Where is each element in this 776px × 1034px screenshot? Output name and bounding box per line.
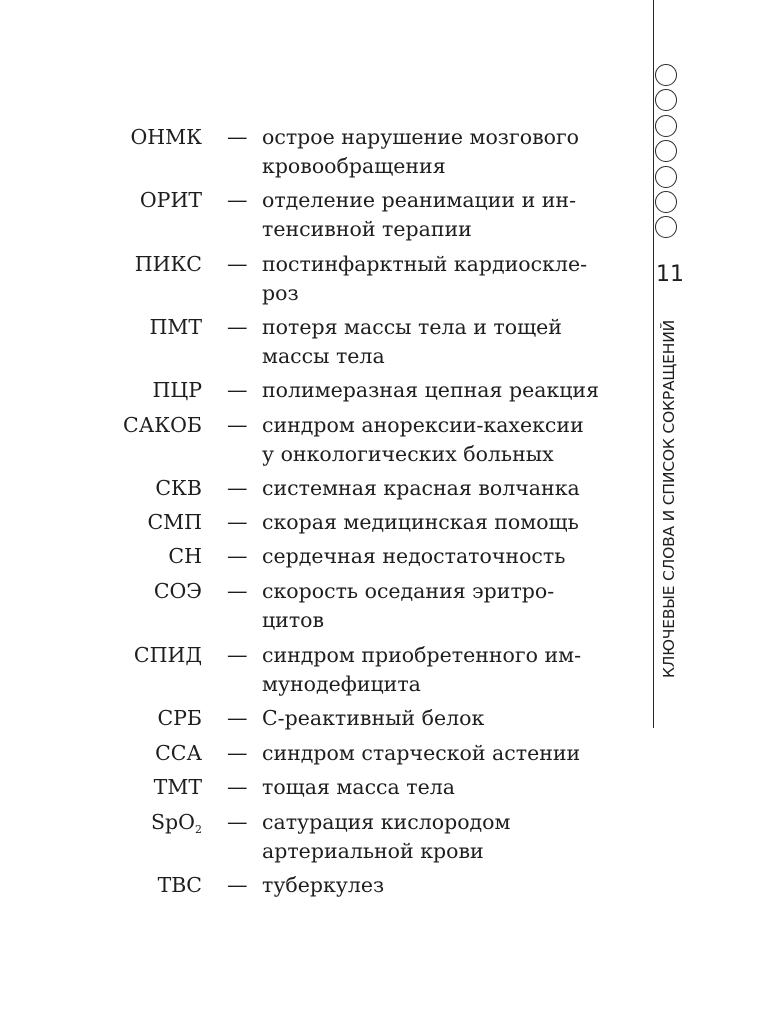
dash: — xyxy=(227,188,248,212)
abbreviation: ОРИТ xyxy=(139,188,202,212)
circle-icon xyxy=(655,115,677,137)
definition-line: синдром анорексии-кахексии xyxy=(262,413,584,437)
abbreviation: ОНМК xyxy=(130,125,202,149)
circle-icon xyxy=(655,140,677,162)
definition-line: тенсивной терапии xyxy=(262,217,472,241)
definition-line: отделение реанимации и ин- xyxy=(262,188,576,212)
abbreviation xyxy=(151,808,202,837)
circle-icon xyxy=(655,166,677,188)
abbreviation: ПМТ xyxy=(149,315,202,339)
abbreviation: ТМТ xyxy=(153,775,202,799)
abbreviation: СН xyxy=(168,544,202,568)
definition-line: кровообращения xyxy=(262,154,446,178)
definition-line: потеря массы тела и тощей xyxy=(262,315,562,339)
definition-line: тощая масса тела xyxy=(262,775,455,799)
abbreviation-base: SpO xyxy=(151,810,195,834)
definition-line: у онкологических больных xyxy=(262,442,554,466)
circle-icon xyxy=(655,191,677,213)
definition xyxy=(262,704,612,733)
definition xyxy=(262,474,612,503)
abbreviation: СМП xyxy=(147,510,202,534)
definition xyxy=(262,186,612,244)
dash: — xyxy=(227,873,248,897)
definition-line: синдром приобретенного им- xyxy=(262,643,582,667)
circle-icon xyxy=(655,64,677,86)
definition-line: туберкулез xyxy=(262,873,385,897)
abbreviation: ССА xyxy=(155,741,202,765)
dash: — xyxy=(227,125,248,149)
definition-line: мунодефицита xyxy=(262,672,421,696)
definition xyxy=(262,313,612,371)
dash: — xyxy=(227,810,248,834)
dash: — xyxy=(227,741,248,765)
definition-line: постинфарктный кардиоскле- xyxy=(262,252,588,276)
definition xyxy=(262,411,612,469)
dash: — xyxy=(227,378,248,402)
definition-line: системная красная волчанка xyxy=(262,476,580,500)
definition xyxy=(262,773,612,802)
definition-line: острое нарушение мозгового xyxy=(262,125,580,149)
decorative-circles xyxy=(655,64,679,242)
definition xyxy=(262,376,612,405)
abbreviation: ТВС xyxy=(157,873,202,897)
definition xyxy=(262,508,612,537)
dash: — xyxy=(227,775,248,799)
dash: — xyxy=(227,544,248,568)
dash: — xyxy=(227,510,248,534)
definition xyxy=(262,641,612,699)
abbreviation-subscript: 2 xyxy=(195,823,202,836)
definition-line: массы тела xyxy=(262,344,385,368)
margin-rule xyxy=(653,0,654,728)
dash: — xyxy=(227,315,248,339)
abbreviation: СРБ xyxy=(157,706,202,730)
definition xyxy=(262,808,612,866)
definition xyxy=(262,577,612,635)
abbreviation: САКОБ xyxy=(123,413,202,437)
dash: — xyxy=(227,252,248,276)
dash: — xyxy=(227,643,248,667)
abbreviation: ПЦР xyxy=(152,378,202,402)
definition xyxy=(262,542,612,571)
running-header: КЛЮЧЕВЫЕ СЛОВА И СПИСОК СОКРАЩЕНИЙ xyxy=(660,319,678,678)
definition xyxy=(262,123,612,181)
abbreviation: ПИКС xyxy=(134,252,202,276)
definition xyxy=(262,871,612,900)
definition-line: цитов xyxy=(262,608,325,632)
definition-line: скорость оседания эритро- xyxy=(262,579,555,603)
definition-line: артериальной крови xyxy=(262,839,484,863)
page-number: 11 xyxy=(656,262,684,287)
abbreviation: СОЭ xyxy=(153,579,202,603)
circle-icon xyxy=(655,216,677,238)
dash: — xyxy=(227,579,248,603)
definition-line: скорая медицинская помощь xyxy=(262,510,579,534)
definition-line: сатурация кислородом xyxy=(262,810,511,834)
abbreviation: СПИД xyxy=(133,643,202,667)
definition-line: роз xyxy=(262,281,299,305)
dash: — xyxy=(227,706,248,730)
definition xyxy=(262,250,612,308)
definition-line: синдром старческой астении xyxy=(262,741,581,765)
circle-icon xyxy=(655,89,677,111)
definition-line: полимеразная цепная реакция xyxy=(262,378,600,402)
definition-line: С-реактивный белок xyxy=(262,706,485,730)
definition xyxy=(262,739,612,768)
definition-line: сердечная недостаточность xyxy=(262,544,566,568)
dash: — xyxy=(227,413,248,437)
abbreviation: СКВ xyxy=(155,476,202,500)
dash: — xyxy=(227,476,248,500)
